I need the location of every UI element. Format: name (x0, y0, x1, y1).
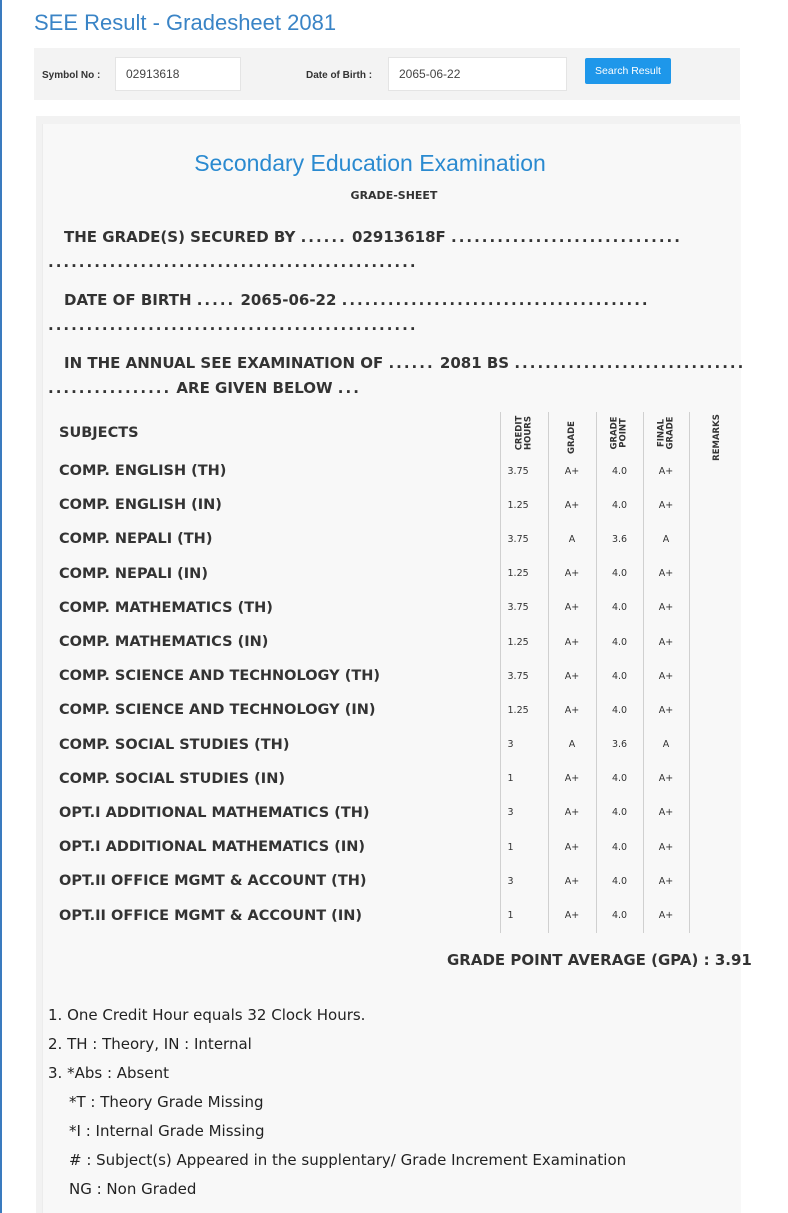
remarks-header: REMARKS (689, 412, 746, 454)
final-grade-cell: A+ (643, 454, 689, 488)
table-row (48, 898, 746, 932)
grade-cell: A+ (548, 659, 596, 693)
grade-header: GRADE (548, 412, 596, 454)
grade-cell: A+ (548, 898, 596, 932)
remarks-cell (689, 830, 746, 864)
grade-cell: A+ (548, 762, 596, 796)
remarks-cell (689, 488, 746, 522)
gradesheet-title: GRADE-SHEET (350, 189, 438, 202)
grade-point-cell: 4.0 (596, 898, 643, 932)
remarks-cell (689, 693, 746, 727)
note-item: 3. *Abs : Absent (48, 1064, 169, 1082)
table-row (48, 728, 746, 762)
grade-point-cell: 4.0 (596, 454, 643, 488)
subject-cell: COMP. ENGLISH (TH) (59, 463, 227, 480)
note-item: 1. One Credit Hour equals 32 Clock Hours. (48, 1006, 366, 1024)
symbol-label: Symbol No : (42, 70, 101, 81)
grade-point-cell: 4.0 (596, 762, 643, 796)
table-row (48, 591, 746, 625)
search-result-button[interactable]: Search Result (585, 58, 671, 84)
subject-cell: COMP. NEPALI (IN) (59, 565, 208, 582)
subject-cell: OPT.I ADDITIONAL MATHEMATICS (TH) (59, 804, 370, 821)
grade-point-cell: 4.0 (596, 488, 643, 522)
credit-hours-cell: 1 (500, 830, 548, 864)
grade-cell: A+ (548, 864, 596, 898)
grade-cell: A+ (548, 796, 596, 830)
exam-title: Secondary Education Examination (194, 150, 546, 176)
grade-cell: A (548, 522, 596, 556)
final-grade-cell: A+ (643, 830, 689, 864)
note-item: # : Subject(s) Appeared in the supplentary/ Grade Increment Examination (69, 1151, 627, 1169)
page-title: SEE Result - Gradesheet 2081 (34, 10, 337, 35)
grade-point-cell: 4.0 (596, 659, 643, 693)
table-row (48, 762, 746, 796)
grade-point-cell: 4.0 (596, 864, 643, 898)
note-item: NG : Non Graded (69, 1180, 197, 1198)
subject-cell: COMP. SOCIAL STUDIES (TH) (59, 736, 290, 753)
final-grade-header: FINAL GRADE (643, 412, 689, 454)
remarks-cell (689, 728, 746, 762)
credit-hours-cell: 1.25 (500, 625, 548, 659)
credit-hours-cell: 3.75 (500, 659, 548, 693)
gpa-label: GRADE POINT AVERAGE (GPA) : (447, 951, 710, 969)
remarks-cell (689, 522, 746, 556)
final-grade-cell: A+ (643, 762, 689, 796)
grade-point-cell: 4.0 (596, 830, 643, 864)
exam-text-value: 2081 BS (439, 354, 510, 372)
grade-cell: A+ (548, 557, 596, 591)
grade-point-cell: 4.0 (596, 625, 643, 659)
remarks-cell (689, 625, 746, 659)
remarks-cell (689, 864, 746, 898)
credit-hours-cell: 1.25 (500, 693, 548, 727)
dob-paragraph: DATE OF BIRTH ..... 2065-06-22 ........................................ ................................................ (48, 291, 650, 334)
subjects-header: SUBJECTS (59, 425, 139, 441)
credit-hours-header: CREDIT HOURS (500, 412, 548, 454)
table-row (48, 693, 746, 727)
remarks-cell (689, 762, 746, 796)
grade-cell: A+ (548, 830, 596, 864)
credit-hours-cell: 1.25 (500, 557, 548, 591)
credit-hours-cell: 3.75 (500, 591, 548, 625)
note-item: *T : Theory Grade Missing (69, 1093, 264, 1111)
secured-by-label: THE GRADE(S) SECURED BY (64, 228, 296, 246)
final-grade-cell: A+ (643, 864, 689, 898)
subject-cell: COMP. MATHEMATICS (TH) (59, 599, 273, 616)
grade-point-cell: 4.0 (596, 796, 643, 830)
grade-cell: A+ (548, 591, 596, 625)
subject-cell: COMP. SCIENCE AND TECHNOLOGY (TH) (59, 668, 380, 685)
notes-list (48, 1001, 626, 1204)
remarks-cell (689, 557, 746, 591)
note-item: *I : Internal Grade Missing (69, 1122, 265, 1140)
final-grade-cell: A (643, 522, 689, 556)
subject-cell: COMP. SOCIAL STUDIES (IN) (59, 770, 285, 787)
credit-hours-cell: 3 (500, 796, 548, 830)
subject-cell: OPT.II OFFICE MGMT & ACCOUNT (IN) (59, 907, 362, 924)
symbol-input[interactable] (115, 57, 241, 91)
gpa-value: 3.91 (714, 951, 752, 969)
table-row (48, 522, 746, 556)
subject-cell: COMP. MATHEMATICS (IN) (59, 634, 269, 651)
final-grade-cell: A+ (643, 591, 689, 625)
final-grade-cell: A+ (643, 488, 689, 522)
grade-cell: A+ (548, 488, 596, 522)
dob-input[interactable] (388, 57, 567, 91)
remarks-cell (689, 659, 746, 693)
secured-by-paragraph: THE GRADE(S) SECURED BY ...... 02913618F .............................. ................................................ (48, 228, 682, 271)
grade-point-cell: 4.0 (596, 693, 643, 727)
credit-hours-cell: 3.75 (500, 522, 548, 556)
dob-label: Date of Birth : (306, 70, 373, 81)
grade-cell: A+ (548, 693, 596, 727)
table-row (48, 557, 746, 591)
subject-cell: OPT.II OFFICE MGMT & ACCOUNT (TH) (59, 873, 367, 890)
final-grade-cell: A+ (643, 625, 689, 659)
final-grade-cell: A+ (643, 557, 689, 591)
table-row (48, 830, 746, 864)
final-grade-cell: A+ (643, 796, 689, 830)
final-grade-cell: A+ (643, 693, 689, 727)
exam-text-label: IN THE ANNUAL SEE EXAMINATION OF (64, 354, 384, 372)
final-grade-cell: A+ (643, 898, 689, 932)
table-row (48, 625, 746, 659)
credit-hours-cell: 3.75 (500, 454, 548, 488)
final-grade-cell: A (643, 728, 689, 762)
table-row (48, 488, 746, 522)
grade-point-cell: 4.0 (596, 557, 643, 591)
dob-text-label: DATE OF BIRTH (64, 291, 192, 309)
table-row (48, 454, 746, 488)
table-row (48, 659, 746, 693)
final-grade-cell: A+ (643, 659, 689, 693)
grade-point-header: GRADE POINT (596, 412, 643, 454)
grade-point-cell: 4.0 (596, 591, 643, 625)
remarks-cell (689, 898, 746, 932)
subject-cell: COMP. SCIENCE AND TECHNOLOGY (IN) (59, 702, 376, 719)
grade-point-cell: 3.6 (596, 522, 643, 556)
credit-hours-cell: 1 (500, 762, 548, 796)
subject-cell: COMP. NEPALI (TH) (59, 531, 213, 548)
credit-hours-cell: 1 (500, 898, 548, 932)
search-bar (34, 48, 740, 100)
credit-hours-cell: 3 (500, 864, 548, 898)
left-border (0, 0, 2, 1213)
grade-cell: A+ (548, 454, 596, 488)
exam-paragraph: IN THE ANNUAL SEE EXAMINATION OF ...... 2081 BS .............................. ................ ARE GIVEN BELOW ... (48, 354, 746, 397)
grades-table (48, 412, 746, 933)
gpa-summary (447, 951, 752, 969)
table-row (48, 864, 746, 898)
subject-cell: COMP. ENGLISH (IN) (59, 497, 222, 514)
grade-cell: A (548, 728, 596, 762)
secured-by-value: 02913618F (352, 228, 446, 246)
table-row (48, 796, 746, 830)
remarks-cell (689, 591, 746, 625)
subject-cell: OPT.I ADDITIONAL MATHEMATICS (IN) (59, 839, 365, 856)
credit-hours-cell: 3 (500, 728, 548, 762)
remarks-cell (689, 796, 746, 830)
dob-text-value: 2065-06-22 (240, 291, 337, 309)
grade-cell: A+ (548, 625, 596, 659)
credit-hours-cell: 1.25 (500, 488, 548, 522)
table-header-row (48, 412, 746, 454)
exam-text-suffix: ARE GIVEN BELOW (176, 379, 333, 397)
note-item: 2. TH : Theory, IN : Internal (48, 1035, 252, 1053)
grade-point-cell: 3.6 (596, 728, 643, 762)
